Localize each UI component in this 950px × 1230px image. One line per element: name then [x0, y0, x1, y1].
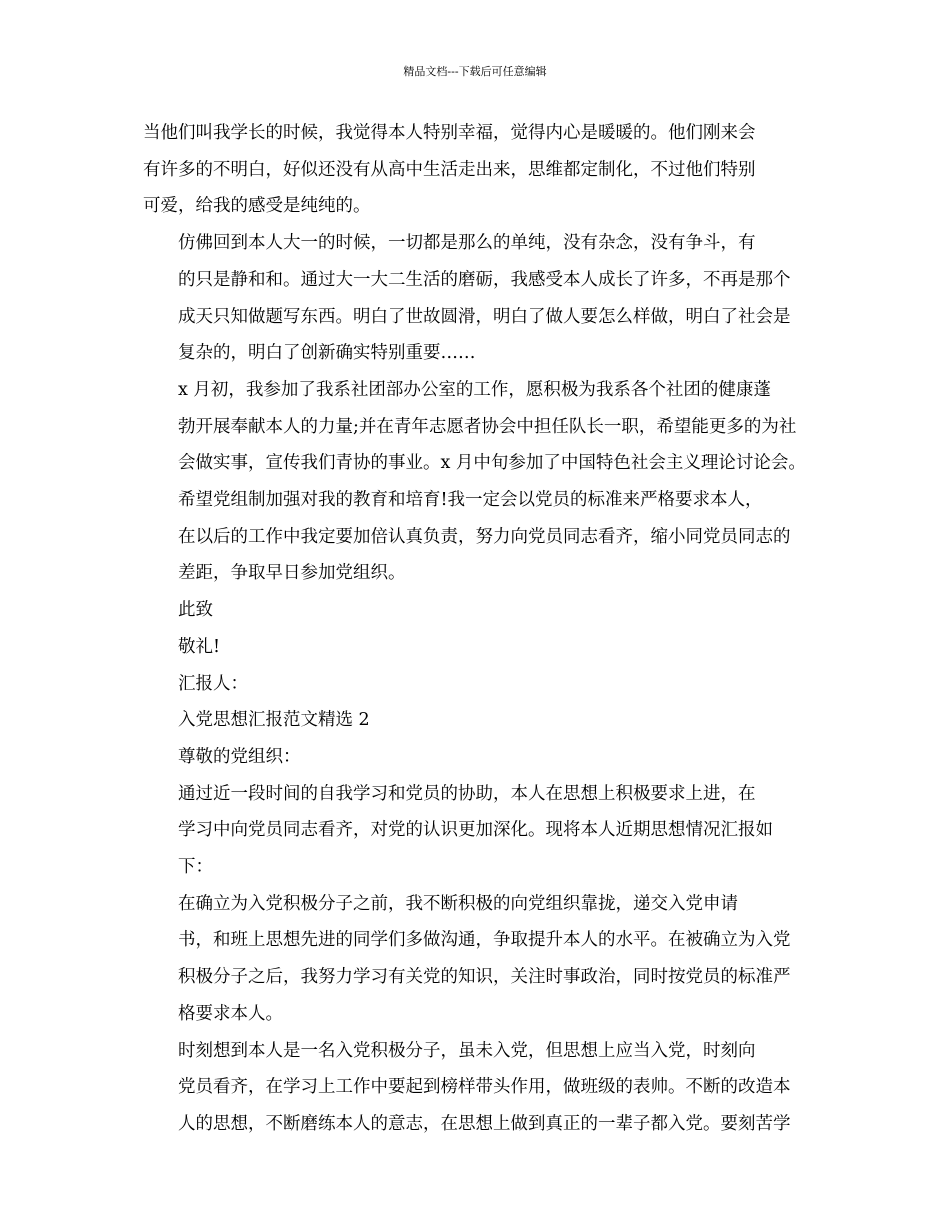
paragraph [143, 115, 808, 225]
text-line: 可爱，给我的感受是纯纯的。 [143, 196, 371, 217]
text-line: 下： [178, 857, 213, 878]
text-line: 通过近一段时间的自我学习和党员的协助，本人在思想上积极要求上进，在 [178, 783, 756, 804]
text-line: 人的思想，不断磨练本人的意志，在思想上做到真正的一辈子都入党。要刻苦学 [178, 1113, 791, 1134]
text-line: 时刻想到本人是一名入党积极分子，虽未入党，但思想上应当入党，时刻向 [178, 1040, 756, 1061]
paragraph [143, 776, 808, 886]
document-body [143, 115, 808, 1143]
text-line: 成天只知做题写东西。明白了世故圆滑，明白了做人要怎么样做，明白了社会是 [178, 306, 791, 327]
text-line: 在确立为入党积极分子之前，我不断积极的向党组织靠拢，递交入党申请 [178, 893, 738, 914]
paragraph [143, 702, 808, 739]
paragraph [143, 886, 808, 1033]
text-line: 积极分子之后，我努力学习有关党的知识，关注时事政治，同时按党员的标准严 [178, 967, 791, 988]
text-line: 入党思想汇报范文精选 2 [178, 710, 370, 731]
text-line: 敬礼! [178, 636, 221, 657]
text-line: 党员看齐，在学习上工作中要起到榜样带头作用，做班级的表帅。不断的改造本 [178, 1077, 791, 1098]
text-line: 在以后的工作中我定要加倍认真负责，努力向党员同志看齐，缩小同党员同志的 [178, 526, 791, 547]
text-line: x 月初，我参加了我系社团部办公室的工作，愿积极为我系各个社团的健康蓬 [178, 379, 771, 400]
text-line: 差距，争取早日参加党组织。 [178, 563, 406, 584]
paragraph [143, 372, 808, 482]
text-line: 当他们叫我学长的时候，我觉得本人特别幸福，觉得内心是暖暖的。他们刚来会 [143, 123, 756, 143]
text-line: 希望党组制加强对我的教育和培育!我一定会以党员的标准来严格要求本人， [178, 490, 763, 511]
paragraph [143, 666, 808, 703]
page-header: 精品文档---下载后可任意编辑 [403, 65, 547, 78]
text-line: 复杂的，明白了创新确实特别重要…… [178, 343, 476, 364]
text-line: 有许多的不明白，好似还没有从高中生活走出来，思维都定制化，不过他们特别 [143, 159, 756, 180]
paragraph [143, 592, 808, 629]
text-line: 格要求本人。 [178, 1003, 283, 1024]
text-line: 此致 [178, 600, 213, 621]
paragraph [143, 629, 808, 666]
paragraph [143, 1033, 808, 1143]
text-line: 的只是静和和。通过大一大二生活的磨砺，我感受本人成长了许多，不再是那个 [178, 269, 791, 290]
paragraph [143, 739, 808, 776]
text-line: 勃开展奉献本人的力量;并在青年志愿者协会中担任队长一职，希望能更多的为社 [178, 416, 797, 437]
text-line: 汇报人： [178, 673, 248, 694]
text-line: 尊敬的党组织： [178, 746, 301, 767]
text-line: 书，和班上思想先进的同学们多做沟通，争取提升本人的水平。在被确立为入党 [178, 930, 791, 951]
paragraph [143, 225, 808, 372]
text-line: 会做实事，宣传我们青协的事业。x 月中旬参加了中国特色社会主义理论讨论会。 [178, 453, 806, 474]
text-line: 仿佛回到本人大一的时候，一切都是那么的单纯，没有杂念，没有争斗，有 [178, 233, 756, 254]
paragraph [143, 482, 808, 592]
text-line: 学习中向党员同志看齐，对党的认识更加深化。现将本人近期思想情况汇报如 [178, 820, 773, 841]
